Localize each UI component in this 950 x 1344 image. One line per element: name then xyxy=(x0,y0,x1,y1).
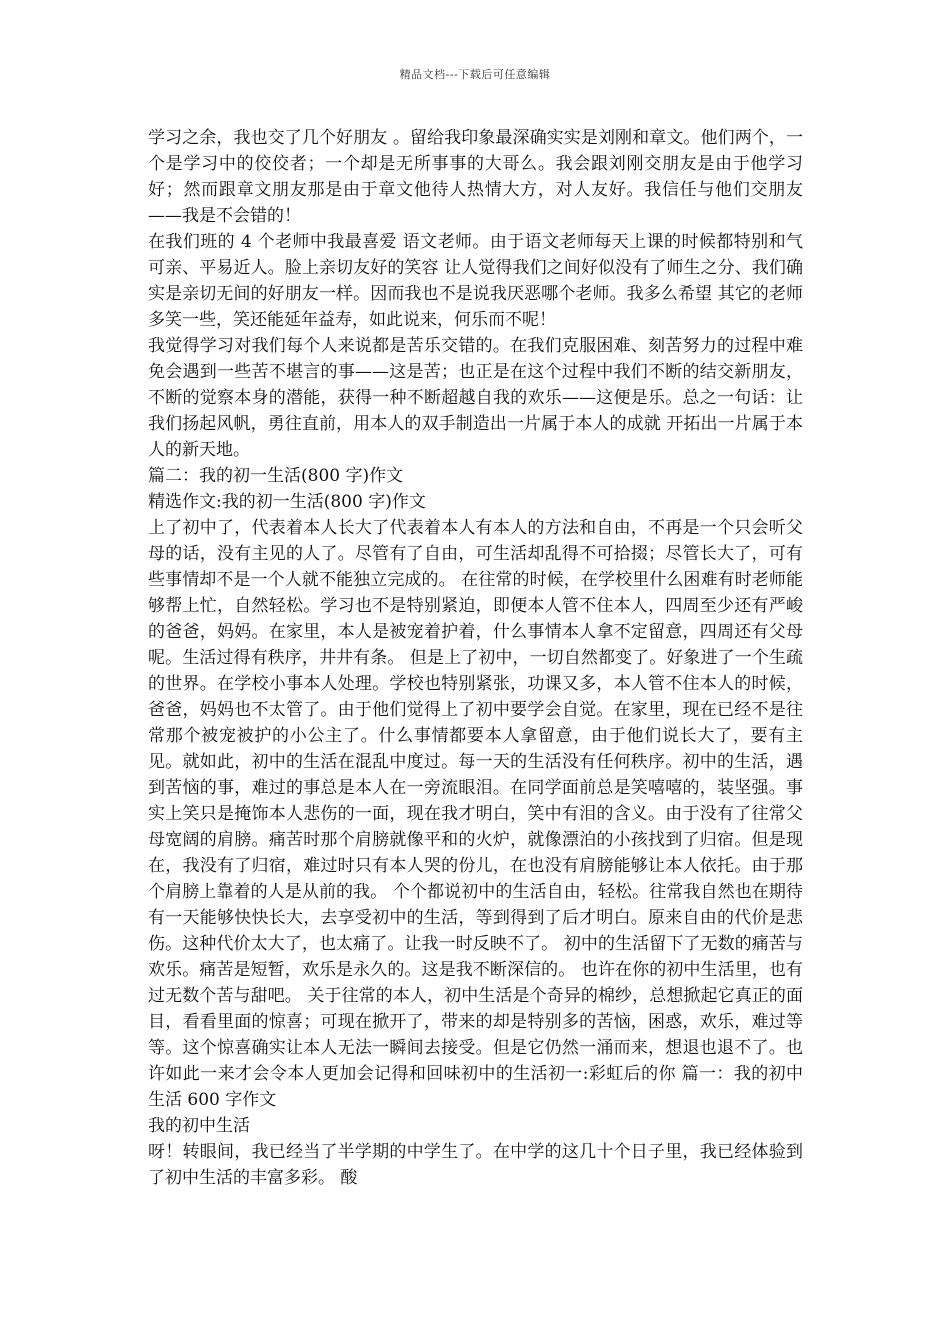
essay-title: 精选作文:我的初一生活(800 字)作文 xyxy=(148,492,426,512)
document-body xyxy=(148,125,803,1191)
page-header: 精品文档---下载后可任意编辑 xyxy=(399,68,551,81)
paragraph-final: 呀！转眼间，我已经当了半学期的中学生了。在中学的这几十个日子里，我已经体验到了初中生活的丰富多彩。 酸 xyxy=(148,1142,803,1188)
paragraph-junior-life: 上了初中了，代表着本人长大了代表着本人有本人的方法和自由，不再是一个只会听父母的话，没有主见的人了。尽管有了自由，可生活却乱得不可拾掇；尽管长大了，可有些事情却不是一个人就不能独立完成的。 在往常的时候，在学校里什么困难有时老师能够帮上忙，自然轻松。学习也不是特别紧迫，即便本人管不住本人，四周至少还有严峻的爸爸，妈妈。在家里，本人是被宠着护着，什么事情本人拿不定留意，四周还有父母呢。生活过得有秩序，井井有条。 但是上了初中，一切自然都变了。好象进了一个生疏的世界。在学校小事本人处理。学校也特别紧张，功课又多，本人管不住本人的时候，爸爸，妈妈也不太管了。由于他们觉得上了初中要学会自觉。在家里，现在已经不是往常那个被宠被护的小公主了。什么事情都要本人拿留意，由于他们说长大了，要有主见。就如此，初中的生活在混乱中度过。每一天的生活没有任何秩序。初中的生活，遇到苦恼的事，难过的事总是本人在一旁流眼泪。在同学面前总是笑嘻嘻的，装坚强。事实上笑只是掩饰本人悲伤的一面，现在我才明白，笑中有泪的含义。由于没有了往常父母宽阔的肩膀。痛苦时那个肩膀就像平和的火炉，就像漂泊的小孩找到了归宿。但是现在，我没有了归宿，难过时只有本人哭的份儿，在也没有肩膀能够让本人依托。由于那个肩膀上靠着的人是从前的我。 个个都说初中的生活自由，轻松。往常我自然也在期待有一天能够快快长大，去享受初中的生活，等到得到了后才明白。原来自由的代价是悲伤。这种代价太大了，也太痛了。让我一时反映不了。 初中的生活留下了无数的痛苦与欢乐。痛苦是短暂，欢乐是永久的。这是我不断深信的。 也许在你的初中生活里，也有过无数个苦与甜吧。 关于往常的本人，初中生活是个奇异的棉纱，总想掀起它真正的面目，看看里面的惊喜；可现在掀开了，带来的却是特别多的苦恼，困惑，欢乐，难过等等。这个惊喜确实让本人无法一瞬间去接受。但是它仍然一涌而来，想退也退不了。也许如此一来才会令本人更加会记得和回味初中的生活初一:彩虹后的你 篇一：我的初中生活 600 字作文 xyxy=(148,518,803,1110)
section-heading: 篇二：我的初一生活(800 字)作文 xyxy=(148,466,404,486)
essay-subtitle: 我的初中生活 xyxy=(148,1116,250,1136)
paragraph-teacher: 在我们班的 4 个老师中我最喜爱 语文老师。由于语文老师每天上课的时候都特别和气可亲、平易近人。脸上亲切友好的笑容 让人觉得我们之间好似没有了师生之分、我们确实是亲切无间的好朋友一样。因而我也不是说我厌恶哪个老师。我多么希望 其它的老师多笑一些，笑还能延年益寿，如此说来，何乐而不呢！ xyxy=(148,232,803,330)
paragraph-study: 我觉得学习对我们每个人来说都是苦乐交错的。在我们克服困难、刻苦努力的过程中难免会遇到一些苦不堪言的事——这是苦；也正是在这个过程中我们不断的结交新朋友，不断的觉察本身的潜能，获得一种不断超越自我的欢乐——这便是乐。总之一句话：让我们扬起风帆，勇往直前，用本人的双手制造出一片属于本人的成就 开拓出一片属于本人的新天地。 xyxy=(148,336,803,460)
paragraph-friends: 学习之余，我也交了几个好朋友 。留给我印象最深确实实是刘刚和章文。他们两个，一个是学习中的佼佼者；一个却是无所事事的大哥么。我会跟刘刚交朋友是由于他学习好；然而跟章文朋友那是由于章文他待人热情大方，对人友好。我信任与他们交朋友——我是不会错的！ xyxy=(148,128,803,226)
